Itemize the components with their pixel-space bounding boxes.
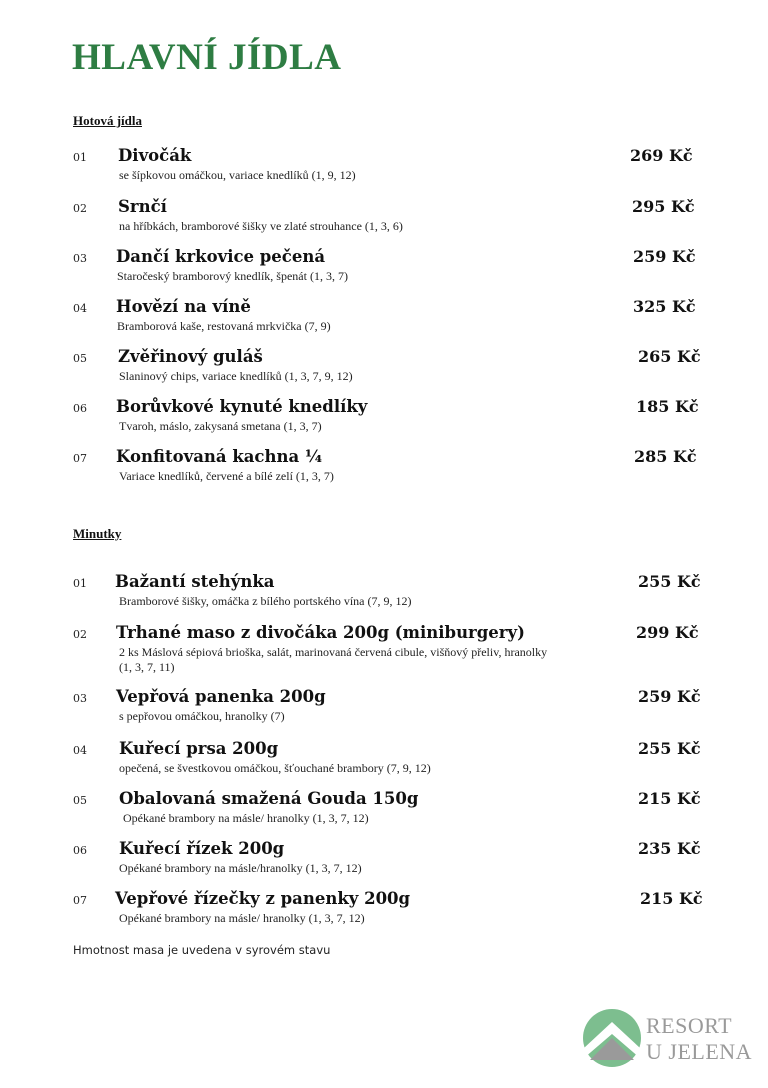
- logo-text-line1: RESORT: [646, 1013, 733, 1038]
- item-description: Slaninový chips, variace knedlíků (1, 3, 7, 9, 12): [119, 369, 353, 383]
- item-price: 215 Kč: [638, 789, 701, 808]
- item-number: 05: [73, 794, 87, 807]
- item-description: Variace knedlíků, červené a bílé zelí (1, 3, 7): [119, 469, 334, 483]
- page-title: HLAVNÍ JÍDLA: [72, 37, 342, 78]
- item-name: Hovězí na víně: [116, 297, 251, 316]
- item-name: Dančí krkovice pečená: [116, 247, 326, 266]
- item-description: Staročeský bramborový knedlík, špenát (1, 3, 7): [117, 269, 348, 283]
- item-number: 02: [73, 628, 87, 641]
- item-name: Srnčí: [118, 197, 167, 216]
- item-number: 07: [73, 894, 87, 907]
- item-price: 285 Kč: [634, 447, 697, 466]
- item-price: 265 Kč: [638, 347, 701, 366]
- item-number: 03: [73, 692, 87, 705]
- item-price: 255 Kč: [638, 739, 701, 758]
- item-number: 02: [73, 202, 87, 215]
- item-price: 295 Kč: [632, 197, 695, 216]
- item-description: 2 ks Máslová sépiová brioška, salát, marinovaná červená cibule, višňový přeliv, hranolky (1, 3, 7, 11): [119, 645, 548, 674]
- item-description: Opékané brambory na másle/hranolky (1, 3, 7, 12): [119, 861, 362, 875]
- item-price: 259 Kč: [638, 687, 701, 706]
- item-description: opečená, se švestkovou omáčkou, šťouchané brambory (7, 9, 12): [119, 761, 431, 775]
- item-name: Kuřecí řízek 200g: [119, 839, 285, 858]
- item-number: 04: [73, 744, 87, 757]
- mountain-logo-icon: [582, 1008, 642, 1068]
- item-price: 299 Kč: [636, 623, 699, 642]
- item-number: 07: [73, 452, 87, 465]
- item-name: Borůvkové kynuté knedlíky: [116, 397, 368, 416]
- item-price: 325 Kč: [633, 297, 696, 316]
- item-name: Zvěřinový guláš: [118, 347, 263, 366]
- item-name: Bažantí stehýnka: [115, 572, 275, 591]
- item-name: Obalovaná smažená Gouda 150g: [119, 789, 419, 808]
- item-description: Tvaroh, máslo, zakysaná smetana (1, 3, 7): [119, 419, 322, 433]
- section-title-minutky: Minutky: [73, 526, 122, 541]
- item-description: s pepřovou omáčkou, hranolky (7): [119, 709, 285, 723]
- item-number: 01: [73, 577, 87, 590]
- item-number: 05: [73, 352, 87, 365]
- item-description: Bramborová kaše, restovaná mrkvička (7, 9): [117, 319, 331, 333]
- item-number: 04: [73, 302, 87, 315]
- item-description: Bramborové šišky, omáčka z bílého portského vína (7, 9, 12): [119, 594, 412, 608]
- item-number: 06: [73, 844, 87, 857]
- item-price: 215 Kč: [640, 889, 703, 908]
- item-description: Opékané brambory na másle/ hranolky (1, 3, 7, 12): [123, 811, 369, 825]
- item-price: 235 Kč: [638, 839, 701, 858]
- item-number: 06: [73, 402, 87, 415]
- item-description: se šípkovou omáčkou, variace knedlíků (1, 9, 12): [119, 168, 356, 182]
- logo-text-line2: U JELENA: [646, 1039, 753, 1064]
- weight-note: Hmotnost masa je uvedena v syrovém stavu: [73, 943, 331, 957]
- resort-logo: [582, 1008, 752, 1072]
- item-price: 269 Kč: [630, 146, 693, 165]
- item-number: 03: [73, 252, 87, 265]
- item-name: Kuřecí prsa 200g: [119, 739, 279, 758]
- item-description: Opékané brambory na másle/ hranolky (1, 3, 7, 12): [119, 911, 365, 925]
- item-name: Trhané maso z divočáka 200g (miniburgery): [116, 623, 525, 642]
- item-name: Vepřové řízečky z panenky 200g: [115, 889, 411, 908]
- section-title-hotova-jidla: Hotová jídla: [73, 113, 142, 128]
- item-name: Vepřová panenka 200g: [116, 687, 326, 706]
- item-name: Divočák: [118, 146, 192, 165]
- item-description: na hříbkách, bramborové šišky ve zlaté strouhance (1, 3, 6): [119, 219, 403, 233]
- item-price: 185 Kč: [636, 397, 699, 416]
- item-number: 01: [73, 151, 87, 164]
- item-price: 259 Kč: [633, 247, 696, 266]
- item-name: Konfitovaná kachna ¼: [116, 447, 323, 466]
- item-price: 255 Kč: [638, 572, 701, 591]
